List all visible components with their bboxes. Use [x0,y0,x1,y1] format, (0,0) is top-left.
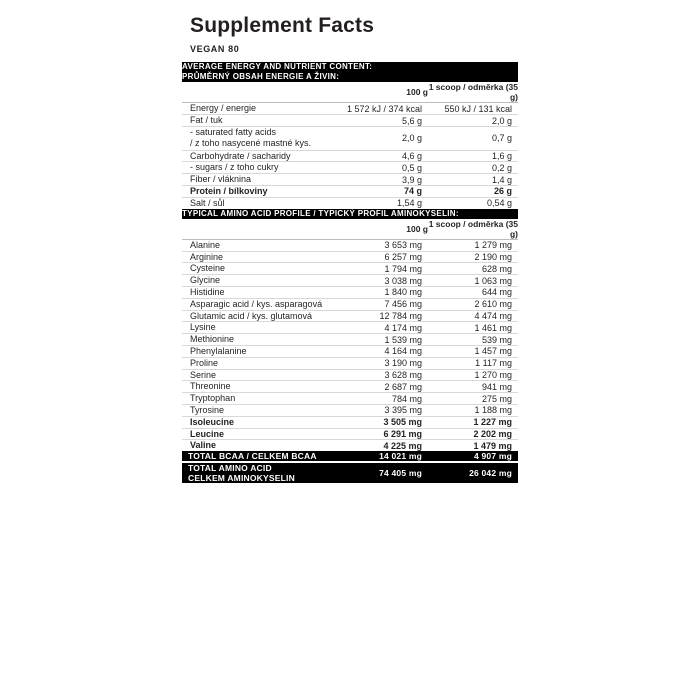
total-amino-row [182,463,518,483]
row-label: Fat / tuk [182,115,332,127]
total-amino-label [182,463,332,483]
row-value-100g: 12 784 mg [332,310,428,322]
row-label: Leucine [182,428,332,440]
row-value-100g: 0,5 g [332,162,428,174]
row-value-scoop: 275 mg [428,393,518,405]
nutrient-col1-header: 100 g [332,82,428,103]
table-row [182,404,518,416]
table-row [182,174,518,186]
row-value-100g: 74 g [332,185,428,197]
spacer-cell [182,82,332,103]
row-value-100g: 1,54 g [396,198,422,209]
table-row [182,275,518,287]
row-label: Methionine [182,334,332,346]
row-label: - sugars / z toho cukry [182,162,332,174]
row-label: Tyrosine [182,404,332,416]
table-row [182,416,518,428]
total-bcaa-row [182,451,518,461]
row-value-scoop: 1,4 g [428,174,518,186]
table-row [182,345,518,357]
table-row [182,393,518,405]
row-value-100g: 2,0 g [332,127,428,151]
total-amino-100g: 74 405 mg [332,463,428,483]
row-value-100g: 2 687 mg [332,381,428,393]
row-value-scoop: 1 270 mg [428,369,518,381]
row-label: Carbohydrate / sacharidy [182,150,332,162]
row-value-scoop: 0,54 g [486,198,512,209]
row-label: Alanine [182,239,332,251]
row-value-scoop: 550 kJ / 131 kcal [428,103,518,115]
amino-section-header: TYPICAL AMINO ACID PROFILE / TYPICKÝ PROFIL AMINOKYSELIN: [182,209,518,219]
table-row [182,162,518,174]
row-value-100g: 3 038 mg [332,275,428,287]
table-row [182,322,518,334]
table-row [182,369,518,381]
total-amino-scoop: 26 042 mg [428,463,518,483]
table-row [182,428,518,440]
row-value-scoop: 628 mg [428,263,518,275]
row-value-100g: 4 225 mg [383,440,422,451]
table-row [182,185,518,197]
row-value-scoop: 4 474 mg [428,310,518,322]
row-value-100g: 3,9 g [332,174,428,186]
row-label: Histidine [182,286,332,298]
nutrient-col2-header: 1 scoop / odměrka (35 g) [428,82,518,103]
row-value-scoop: 2 190 mg [428,251,518,263]
row-value-scoop: 1 188 mg [428,404,518,416]
row-value-scoop: 2,0 g [428,115,518,127]
row-value-scoop: 26 g [428,185,518,197]
row-value-100g: 4,6 g [332,150,428,162]
supplement-facts-panel [182,8,518,483]
table-row [182,115,518,127]
row-value-100g: 1 794 mg [332,263,428,275]
amino-col2-header: 1 scoop / odměrka (35 g) [428,218,518,239]
table-row [182,334,518,346]
row-label: Cysteine [182,263,332,275]
row-label: Glycine [182,275,332,287]
row-value-scoop: 941 mg [428,381,518,393]
row-label: Proline [182,357,332,369]
row-value-100g: 784 mg [332,393,428,405]
row-label: Lysine [182,322,332,334]
amino-column-header-row [182,219,518,240]
row-value-scoop: 1 117 mg [428,357,518,369]
table-row [182,310,518,322]
table-row [182,103,518,115]
row-label: Energy / energie [182,103,332,115]
row-value-100g: 3 653 mg [332,239,428,251]
row-value-scoop: 644 mg [428,286,518,298]
total-bcaa-label: TOTAL BCAA / CELKEM BCAA [182,451,332,461]
nutrient-header-line2: PRŮMĚRNÝ OBSAH ENERGIE A ŽIVIN: [182,72,340,82]
nutrient-section-header [182,62,518,82]
spacer-cell [182,219,332,240]
row-label: Isoleucine [182,416,332,428]
row-value-100g: 6 291 mg [332,428,428,440]
row-label: Fiber / vláknina [182,174,332,186]
row-label: Serine [182,369,332,381]
table-row [182,150,518,162]
table-row [182,239,518,251]
row-value-100g: 1 572 kJ / 374 kcal [332,103,428,115]
row-label: Protein / bílkoviny [182,185,332,197]
nutrient-column-header-row [182,82,518,103]
amino-section-header-row [182,209,518,219]
row-value-scoop: 1 457 mg [428,345,518,357]
row-value-100g: 3 628 mg [332,369,428,381]
row-label: Asparagic acid / kys. asparagová [182,298,332,310]
row-value-scoop: 539 mg [428,334,518,346]
row-value-100g: 5,6 g [332,115,428,127]
row-value-scoop: 1 227 mg [428,416,518,428]
product-name: VEGAN 80 [190,44,240,54]
row-label: Glutamic acid / kys. glutamová [182,310,332,322]
row-value-scoop: 0,2 g [428,162,518,174]
row-label: Arginine [182,251,332,263]
row-value-scoop: 2 610 mg [428,298,518,310]
row-label: Tryptophan [182,393,332,405]
row-value-100g: 7 456 mg [332,298,428,310]
nutrient-content-table [182,62,518,483]
total-bcaa-100g: 14 021 mg [332,451,428,461]
row-label: Phenylalanine [182,345,332,357]
row-value-scoop: 1 479 mg [473,440,512,451]
row-value-100g: 6 257 mg [332,251,428,263]
row-value-scoop: 1 279 mg [428,239,518,251]
table-row [182,251,518,263]
row-value-100g: 4 164 mg [332,345,428,357]
table-row [182,286,518,298]
row-value-scoop: 2 202 mg [428,428,518,440]
row-value-scoop: 1 461 mg [428,322,518,334]
row-label: - saturated fatty acids / z toho nasycené mastné kys. [182,127,332,151]
page-title: Supplement Facts [190,14,375,37]
row-label: Threonine [182,381,332,393]
table-row [182,263,518,275]
row-value-100g: 4 174 mg [332,322,428,334]
table-row [182,197,518,208]
amino-col1-header: 100 g [332,219,428,240]
row-label: Valine [190,440,217,451]
table-row [182,440,518,451]
row-value-100g: 3 395 mg [332,404,428,416]
row-value-scoop: 1,6 g [428,150,518,162]
row-value-100g: 1 840 mg [332,286,428,298]
row-value-scoop: 0,7 g [428,127,518,151]
row-value-100g: 3 190 mg [332,357,428,369]
row-value-100g: 3 505 mg [332,416,428,428]
table-row [182,127,518,151]
nutrient-header-line1: AVERAGE ENERGY AND NUTRIENT CONTENT: [182,62,373,71]
total-amino-label-line1: TOTAL AMINO ACID [188,463,272,474]
row-value-100g: 1 539 mg [332,334,428,346]
nutrient-section-header-row [182,62,518,82]
total-amino-label-line2: CELKEM AMINOKYSELIN [188,473,295,484]
total-bcaa-scoop: 4 907 mg [428,451,518,461]
row-label: Salt / sůl [190,197,225,208]
table-row [182,298,518,310]
table-row [182,357,518,369]
row-value-scoop: 1 063 mg [428,275,518,287]
table-row [182,381,518,393]
